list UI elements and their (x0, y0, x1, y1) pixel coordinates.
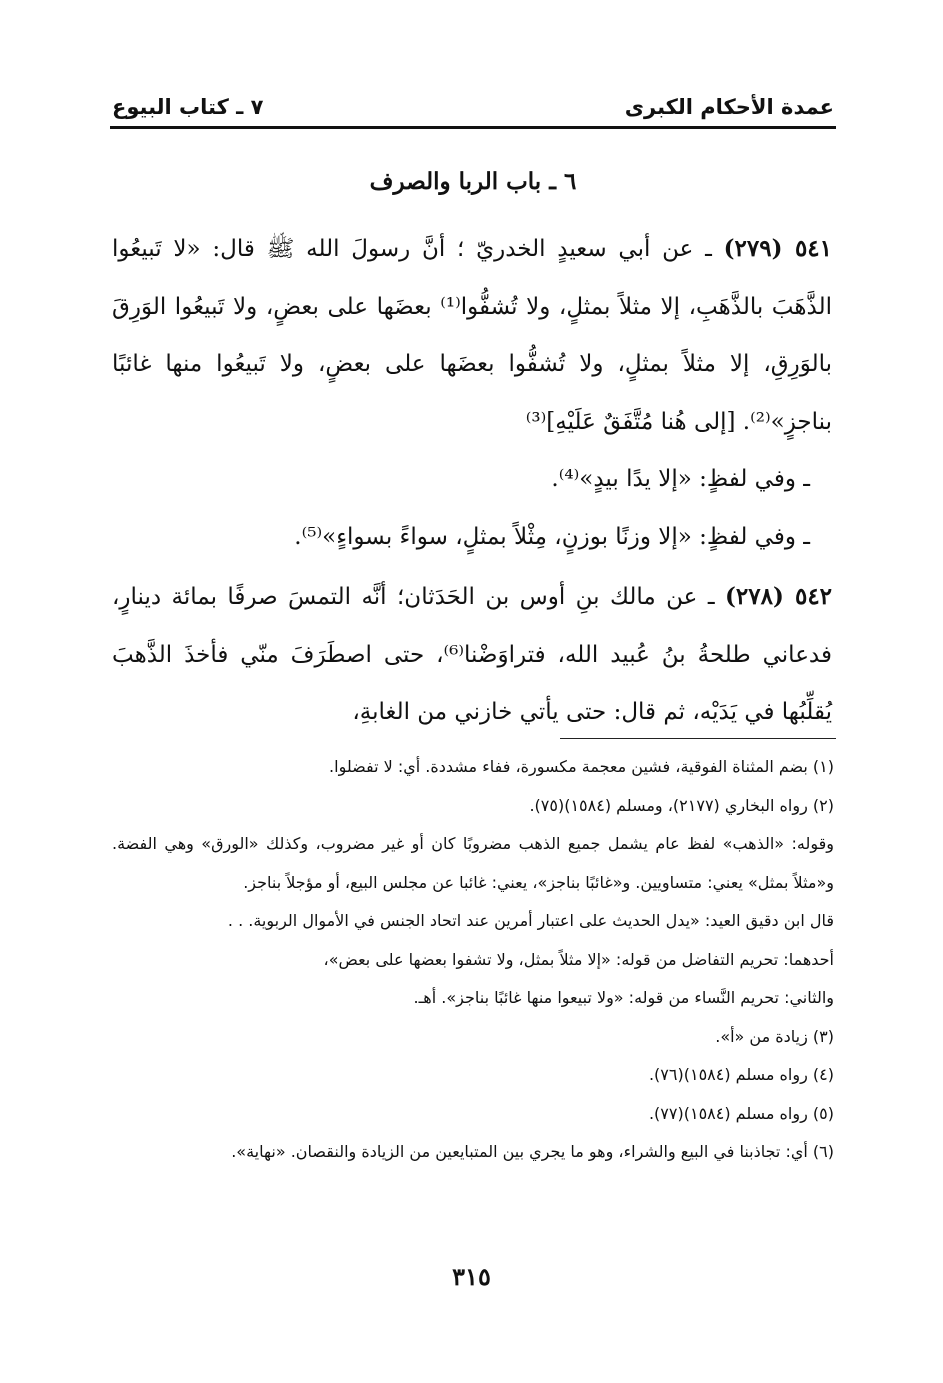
hadith-number: ٥٤٢ (٢٧٨) (725, 583, 833, 610)
footnote-commentary: قال ابن دقيق العيد: «يدل الحديث على اعتبار أمرين عند اتحاد الجنس في الأموال الربوية. . . (227, 911, 834, 930)
footnote: (٦) أي: تجاذبنا في البيع والشراء، وهو ما يجري بين المتبايعين من الزيادة والنقصان. «نهاية». (231, 1142, 834, 1161)
footnote-commentary: أحدهما: تحريم التفاضل من قوله: «إلا مثلاً بمثل، ولا تشفوا بعضها على بعض»، (323, 949, 834, 969)
hadith-text: ـ عن أبي سعيدٍ الخدريّ ؛ أنَّ رسولَ الله ﷺ قال: «لا تَبيعُوا الذَّهَبَ بالذَّهَبِ، إلا مثلاً بمثلٍ، ولا تُشفُّوا⁽¹⁾ بعضَها على بعضٍ، ولا تَبيعُوا الوَرِقَ بالوَرِقِ، إلا مثلاً بمثلٍ، ولا تُشفُّوا بعضَها على بعضٍ، ولا تَبيعُوا منها غائبًا بناجزٍ»⁽²⁾. [إلى هُنا مُتَّفَقٌ عَلَيْهِ]⁽³⁾ (112, 236, 832, 435)
footnote: (١) بضم المثناة الفوقية، فشين معجمة مكسورة، ففاء مشددة. أي: لا تفضلوا. (329, 757, 834, 776)
hadith-542 (112, 568, 832, 742)
footnote: (٥) رواه مسلم (١٥٨٤)(٧٧). (648, 1103, 834, 1123)
footnote: (٤) رواه مسلم (١٥٨٤)(٧٦). (648, 1065, 834, 1084)
hadith-variant: ـ وفي لفظٍ: «إلا يدًا بيدٍ»⁽⁴⁾. (551, 466, 810, 492)
footnote-commentary: والثاني: تحريم النَّساء من قوله: «ولا تبيعوا منها غائبًا بناجز». أهـ. (413, 988, 834, 1007)
hadith-variant: ـ وفي لفظٍ: «إلا وزنًا بوزنٍ، مِثْلاً بمثلٍ، سواءً بسواءٍ»⁽⁵⁾. (294, 523, 810, 550)
header-rule (110, 126, 836, 129)
footnote-rule (560, 738, 836, 739)
chapter-title: ٦ ـ باب الربا والصرف (369, 168, 577, 195)
footnotes (112, 748, 834, 1172)
footnote-commentary: وقوله: «الذهب» لفظ عام يشمل جميع الذهب مضروبًا كان أو غير مضروب، وكذلك «الورق» وهي الفضة. و«مثلاً بمثل» يعني: متساويين. و«غائبًا بناجز»، يعني: غائبا عن مجلس البيع، أو مؤجلاً بناجز. (112, 834, 834, 892)
main-text (112, 220, 832, 742)
page-number: ٣١٥ (452, 1262, 491, 1291)
hadith-text: ـ عن مالك بنِ أوس بن الحَدَثان؛ أنَّه التمسَ صرفًا بمائة دينارٍ، فدعاني طلحةُ بنُ عُبيد الله، فتراوَضْنا⁽⁶⁾، حتى اصطَرَفَ منّي فأخذَ الذَّهبَ يُقلِّبُها في يَدَيْه، ثم قال: حتى يأتي خازني من الغابةِ، (112, 584, 832, 725)
book-title: عمدة الأحكام الكبرى (624, 95, 834, 119)
footnote: (٢) رواه البخاري (٢١٧٧)، ومسلم (١٥٨٤)(٧٥). (529, 795, 834, 815)
hadith-number: ٥٤١ (٢٧٩) (723, 235, 832, 262)
chapter-reference: ٧ ـ كتاب البيوع (112, 95, 264, 119)
hadith-541 (112, 220, 832, 451)
running-header (112, 90, 834, 124)
footnote: (٣) زيادة من «أ». (715, 1026, 834, 1046)
